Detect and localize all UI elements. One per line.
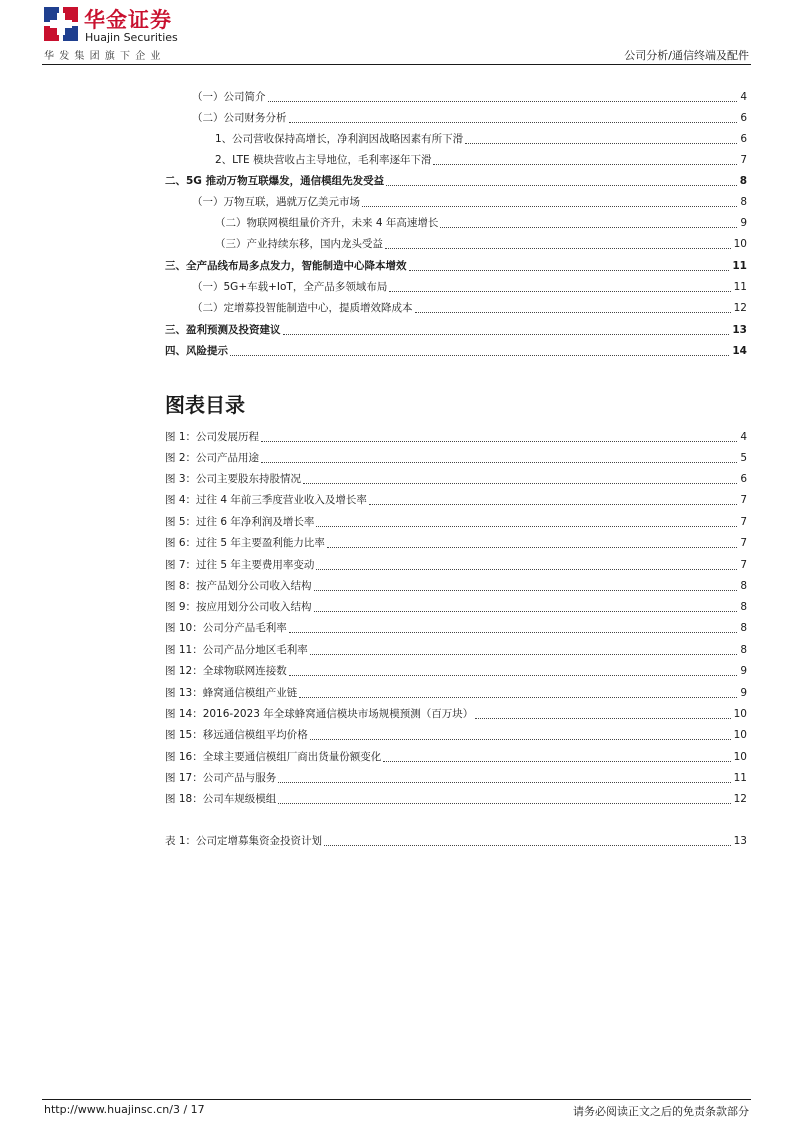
figure-entry-title: 图 2：公司产品用途: [165, 452, 260, 464]
figure-entry[interactable]: [165, 706, 747, 722]
figure-entry[interactable]: [165, 578, 747, 594]
toc-leader: [465, 143, 737, 144]
figure-entry[interactable]: [165, 791, 747, 807]
toc-leader: [385, 248, 731, 249]
toc-entry-page: 11: [733, 281, 747, 293]
toc-entry[interactable]: [165, 343, 747, 359]
toc-entry-title: 2、LTE 模块营收占主导地位，毛利率逐年下滑: [215, 154, 432, 166]
toc-entry-page: 8: [739, 175, 747, 187]
toc-entry-title: 1、公司营收保持高增长，净利润因战略因素有所下滑: [215, 133, 464, 145]
toc-leader: [261, 462, 737, 463]
toc-entry-title: （一）公司简介: [192, 91, 266, 103]
toc-leader: [415, 312, 731, 313]
toc-entry[interactable]: [165, 215, 747, 231]
figure-entry-title: 图 17：公司产品与服务: [165, 772, 277, 784]
page-number: 3 / 17: [172, 1103, 205, 1116]
figure-entry[interactable]: [165, 620, 747, 636]
toc-entry[interactable]: [165, 110, 747, 126]
toc-entry-title: 四、风险提示: [165, 345, 228, 357]
toc-leader: [475, 718, 730, 719]
toc-entry-page: 6: [740, 112, 747, 124]
table-entry-page: 13: [733, 835, 747, 847]
toc-entry-title: 二、5G 推动万物互联爆发，通信模组先发受益: [165, 175, 385, 187]
disclaimer-note: 请务必阅读正文之后的免责条款部分: [573, 1105, 749, 1118]
company-tagline: 华发集团旗下企业: [44, 51, 166, 62]
toc-entry-title: 三、盈利预测及投资建议: [165, 324, 281, 336]
toc-entry[interactable]: [165, 258, 747, 274]
figure-entry-page: 4: [740, 431, 747, 443]
figure-entry-page: 8: [740, 601, 747, 613]
toc-entry-page: 12: [733, 302, 747, 314]
figure-entry-page: 8: [740, 580, 747, 592]
toc-leader: [440, 227, 737, 228]
figure-entry-title: 图 6：过往 5 年主要盈利能力比率: [165, 537, 325, 549]
figure-entry[interactable]: [165, 685, 747, 701]
figure-entry-title: 图 18：公司车规级模组: [165, 793, 277, 805]
figure-entry-page: 7: [740, 559, 747, 571]
figures-list-title: 图表目录: [165, 393, 245, 417]
toc-entry-page: 11: [732, 260, 747, 272]
figure-entry-title: 图 10：公司分产品毛利率: [165, 622, 287, 634]
toc-entry-page: 9: [740, 217, 747, 229]
toc-entry-title: （二）公司财务分析: [192, 112, 287, 124]
company-name-cn: 华金证券: [84, 8, 172, 32]
toc-leader: [310, 739, 731, 740]
figure-entry-page: 10: [733, 708, 747, 720]
company-logo: [44, 7, 194, 47]
toc-leader: [369, 504, 737, 505]
figure-entry[interactable]: [165, 727, 747, 743]
toc-entry[interactable]: [165, 152, 747, 168]
toc-leader: [386, 185, 737, 186]
figure-entry-title: 图 13：蜂窝通信模组产业链: [165, 687, 298, 699]
toc-entry-page: 4: [740, 91, 747, 103]
toc-leader: [278, 803, 730, 804]
toc-entry-page: 10: [733, 238, 747, 250]
figure-entry-page: 7: [740, 494, 747, 506]
toc-entry[interactable]: [165, 236, 747, 252]
figure-entry[interactable]: [165, 492, 747, 508]
toc-leader: [310, 654, 738, 655]
figure-entry-page: 10: [733, 729, 747, 741]
figure-entry[interactable]: [165, 471, 747, 487]
figure-entry-title: 图 15：移远通信模组平均价格: [165, 729, 308, 741]
toc-leader: [389, 291, 730, 292]
figure-entry[interactable]: [165, 642, 747, 658]
toc-entry[interactable]: [165, 194, 747, 210]
figure-entry-page: 6: [740, 473, 747, 485]
figure-entry-page: 11: [733, 772, 747, 784]
toc-leader: [327, 547, 737, 548]
toc-entry-title: （二）定增募投智能制造中心，提质增效降成本: [192, 302, 413, 314]
figure-entry[interactable]: [165, 514, 747, 530]
figure-entry-page: 8: [740, 644, 747, 656]
toc-entry-page: 14: [732, 345, 747, 357]
toc-entry-title: （三）产业持续东移，国内龙头受益: [215, 238, 383, 250]
figure-entry-title: 图 9：按应用划分公司收入结构: [165, 601, 312, 613]
toc-entry[interactable]: [165, 322, 747, 338]
footer-divider: [42, 1099, 751, 1100]
figure-entry[interactable]: [165, 429, 747, 445]
toc-entry-title: （二）物联网模组量价齐升，未来 4 年高速增长: [215, 217, 439, 229]
figure-entry-title: 图 16：全球主要通信模组厂商出货量份额变化: [165, 751, 382, 763]
toc-leader: [316, 569, 737, 570]
figure-entry[interactable]: [165, 557, 747, 573]
toc-leader: [316, 526, 737, 527]
toc-entry-title: （一）5G+车载+IoT，全产品多领域布局: [192, 281, 388, 293]
table-entry-title: 表 1：公司定增募集资金投资计划: [165, 835, 323, 847]
figure-entry[interactable]: [165, 663, 747, 679]
toc-leader: [230, 355, 729, 356]
toc-leader: [324, 845, 731, 846]
toc-leader: [303, 483, 737, 484]
toc-leader: [299, 697, 737, 698]
figure-entry-title: 图 3：公司主要股东持股情况: [165, 473, 302, 485]
toc-leader: [289, 632, 738, 633]
figure-entry-title: 图 11：公司产品分地区毛利率: [165, 644, 308, 656]
huajin-logo-icon: [44, 7, 78, 41]
toc-leader: [314, 611, 738, 612]
toc-entry[interactable]: [165, 300, 747, 316]
toc-leader: [283, 334, 730, 335]
toc-leader: [289, 122, 738, 123]
toc-entry-page: 6: [740, 133, 747, 145]
toc-leader: [362, 206, 737, 207]
figure-entry-page: 5: [740, 452, 747, 464]
toc-entry-page: 7: [740, 154, 747, 166]
figure-entry[interactable]: [165, 749, 747, 765]
figure-entry-title: 图 5：过往 6 年净利润及增长率: [165, 516, 315, 528]
toc-entry-page: 8: [740, 196, 747, 208]
toc-entry[interactable]: [165, 279, 747, 295]
figure-entry[interactable]: [165, 450, 747, 466]
toc-leader: [261, 441, 737, 442]
toc-leader: [268, 101, 738, 102]
figure-entry-page: 8: [740, 622, 747, 634]
figure-entry-title: 图 4：过往 4 年前三季度营业收入及增长率: [165, 494, 367, 506]
toc-entry-title: （一）万物互联，遇就万亿美元市场: [192, 196, 360, 208]
toc-leader: [383, 761, 730, 762]
report-type: 公司分析/通信终端及配件: [624, 49, 749, 62]
figure-entry-title: 图 12：全球物联网连接数: [165, 665, 287, 677]
figure-entry[interactable]: [165, 535, 747, 551]
toc-entry-title: 三、全产品线布局多点发力，智能制造中心降本增效: [165, 260, 407, 272]
table-entry[interactable]: [165, 833, 747, 849]
figure-entry-page: 10: [733, 751, 747, 763]
toc-leader: [433, 164, 737, 165]
figure-entry[interactable]: [165, 599, 747, 615]
toc-entry[interactable]: [165, 89, 747, 105]
figure-entry-page: 9: [740, 687, 747, 699]
figure-entry-page: 7: [740, 537, 747, 549]
figure-entry-title: 图 1：公司发展历程: [165, 431, 260, 443]
figure-entry-title: 图 14：2016-2023 年全球蜂窝通信模块市场规模预测（百万块）: [165, 708, 474, 720]
toc-leader: [278, 782, 730, 783]
toc-leader: [409, 270, 730, 271]
footer-left: [44, 1103, 205, 1116]
page-header: [0, 0, 793, 70]
figure-entry-page: 9: [740, 665, 747, 677]
figure-entry-page: 7: [740, 516, 747, 528]
header-divider: [42, 64, 751, 65]
toc-entry[interactable]: [165, 173, 747, 189]
figure-entry-title: 图 7：过往 5 年主要费用率变动: [165, 559, 315, 571]
figure-entry[interactable]: [165, 770, 747, 786]
toc-entry-page: 13: [732, 324, 747, 336]
toc-leader: [314, 590, 738, 591]
company-name-en: Huajin Securities: [85, 31, 178, 44]
figure-entry-page: 12: [733, 793, 747, 805]
website-link[interactable]: http://www.huajinsc.cn/: [44, 1103, 173, 1116]
toc-leader: [289, 675, 738, 676]
toc-entry[interactable]: [165, 131, 747, 147]
figure-entry-title: 图 8：按产品划分公司收入结构: [165, 580, 312, 592]
